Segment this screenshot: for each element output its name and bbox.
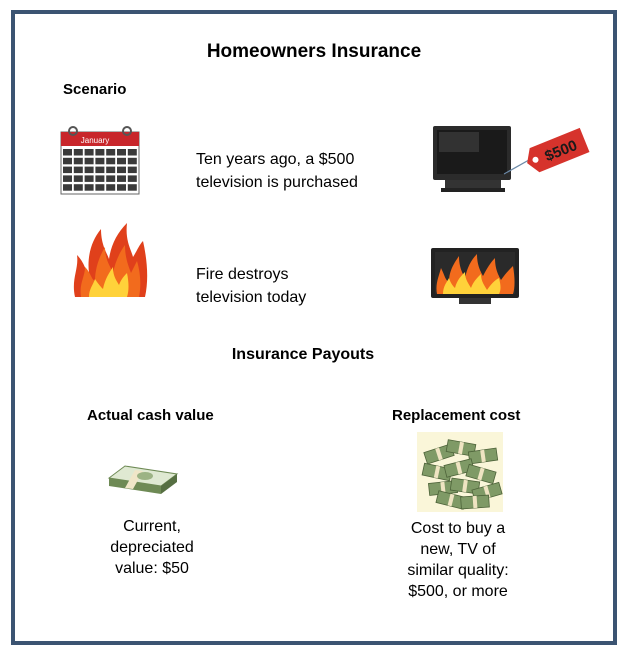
actual-cash-value-text [87, 516, 217, 579]
calendar-day-cell [85, 175, 94, 182]
calendar-day-cell [95, 167, 104, 174]
calendar-day-cell [74, 175, 83, 182]
calendar-day-cell [106, 184, 115, 191]
replacement-line-1: Cost to buy a [410, 520, 506, 537]
calendar-day-cell [74, 184, 83, 191]
calendar-day-cell [95, 175, 104, 182]
purchase-text [196, 148, 358, 194]
calendar-day-cell [106, 167, 115, 174]
replacement-line-2: new, TV of [420, 541, 496, 558]
calendar-month-label: January [80, 136, 110, 145]
fire-line-2: television today [196, 289, 307, 306]
price-tag-label: $500 [542, 136, 580, 166]
replacement-line-3: similar quality: [407, 562, 509, 579]
calendar-day-cell [128, 149, 137, 156]
actual-cash-value-heading: Actual cash value [87, 407, 214, 424]
calendar-day-cell [95, 184, 104, 191]
calendar-day-cell [128, 184, 137, 191]
fire-icon [71, 219, 149, 299]
calendar-day-cell [117, 167, 126, 174]
calendar-day-cell [63, 184, 72, 191]
calendar-day-cell [63, 175, 72, 182]
actual-line-3: value: $50 [115, 560, 189, 577]
replacement-cost-heading: Replacement cost [392, 407, 521, 424]
calendar-day-cell [63, 167, 72, 174]
actual-line-1: Current, [123, 518, 181, 535]
purchase-line-2: television is purchased [196, 174, 358, 191]
actual-line-2: depreciated [110, 539, 194, 556]
calendar-day-cell [117, 175, 126, 182]
fire-line-1: Fire destroys [196, 266, 289, 283]
scenario-heading: Scenario [63, 81, 127, 98]
calendar-day-cell [106, 158, 115, 165]
calendar-day-cell [117, 158, 126, 165]
replacement-cost-text [393, 518, 523, 602]
calendar-day-cell [63, 158, 72, 165]
diagram-frame [11, 10, 617, 645]
calendar-day-cell [128, 175, 137, 182]
calendar-day-cell [85, 167, 94, 174]
replacement-line-4: $500, or more [408, 583, 508, 600]
calendar-day-cell [74, 149, 83, 156]
calendar-day-cell [106, 149, 115, 156]
calendar-day-cell [117, 149, 126, 156]
money-stack-icon [105, 456, 181, 496]
calendar-day-cell [74, 167, 83, 174]
calendar-icon [59, 122, 141, 196]
calendar-day-cell [128, 158, 137, 165]
purchase-line-1: Ten years ago, a $500 [196, 151, 355, 168]
calendar-day-cell [117, 184, 126, 191]
calendar-day-cell [95, 149, 104, 156]
calendar-day-cell [63, 149, 72, 156]
calendar-day-cell [85, 158, 94, 165]
money-bundle [461, 495, 490, 509]
calendar-day-cell [106, 175, 115, 182]
fire-text [196, 263, 306, 309]
calendar-day-cell [85, 149, 94, 156]
burning-television-icon [429, 246, 521, 308]
payouts-heading: Insurance Payouts [231, 346, 375, 363]
money-pile-icon [417, 432, 503, 512]
calendar-day-cell [95, 158, 104, 165]
calendar-day-cell [128, 167, 137, 174]
calendar-day-cell [74, 158, 83, 165]
calendar-day-cell [85, 184, 94, 191]
price-tag-icon [502, 110, 600, 178]
page-title: Homeowners Insurance [206, 41, 422, 62]
